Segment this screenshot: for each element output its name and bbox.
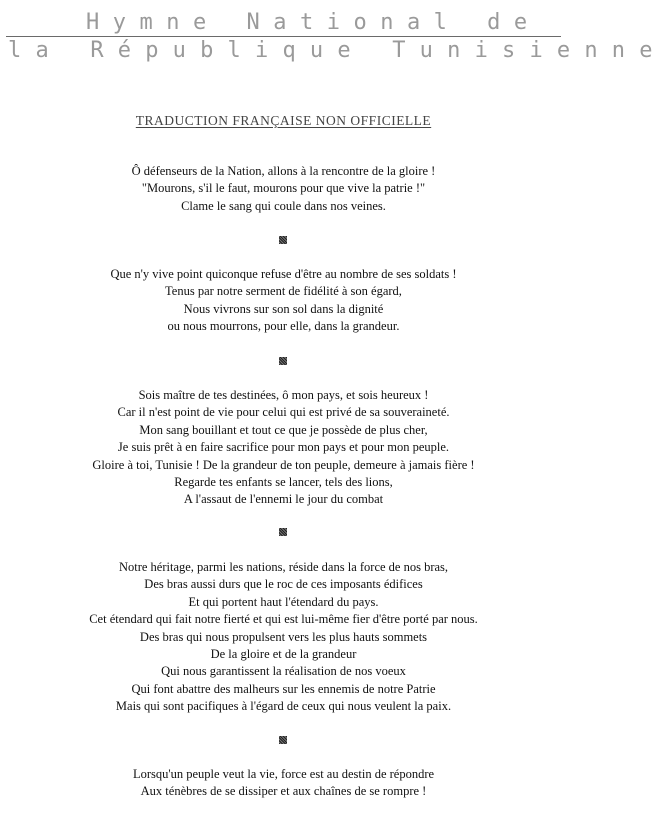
verse-line: Notre héritage, parmi les nations, réside dans la force de nos bras, <box>118 560 449 574</box>
verse-line: Car il n'est point de vie pour celui qui est privé de sa souveraineté. <box>117 405 450 420</box>
verse-line: Qui nous garantissent la réalisation de nos voeux <box>161 664 406 679</box>
verse-line: Qui font abattre des malheurs sur les ennemis de notre Patrie <box>131 681 436 696</box>
stanza-4 <box>0 559 567 716</box>
stanza-separator <box>279 736 287 744</box>
header-rule <box>6 36 561 37</box>
subtitle: TRADUCTION FRANÇAISE NON OFFICIELLE <box>135 113 432 128</box>
stanza-separator <box>279 528 287 536</box>
title-line-1: Hymne National de <box>86 10 541 35</box>
verse-line: Mais qui sont pacifiques à l'égard de ceux qui nous veulent la paix. <box>115 699 452 714</box>
verse-line: Aux ténèbres de se dissiper et aux chaînes de se rompre ! <box>140 784 427 799</box>
verse-line: Et qui portent haut l'étendard du pays. <box>188 594 379 609</box>
verse-line: Lorsqu'un peuple veut la vie, force est au destin de répondre <box>132 767 435 781</box>
verse-line: Sois maître de tes destinées, ô mon pays, et sois heureux ! <box>138 388 429 402</box>
verse-line: Je suis prêt à en faire sacrifice pour mon pays et pour mon peuple. <box>117 440 450 455</box>
verse-line: Gloire à toi, Tunisie ! De la grandeur de ton peuple, demeure à jamais fière ! <box>92 457 475 472</box>
stanza-2 <box>0 266 567 336</box>
stanza-3 <box>0 387 567 509</box>
verse-line: ou nous mourrons, pour elle, dans la grandeur. <box>167 319 400 334</box>
stanza-separator <box>279 236 287 244</box>
stanza-5 <box>0 766 567 801</box>
title-line-2: la République Tunisienne <box>8 38 667 63</box>
stanza-1 <box>0 163 567 215</box>
verse-line: A l'assaut de l'ennemi le jour du combat <box>183 492 384 507</box>
stanza-separator <box>279 357 287 365</box>
verse-line: Ô défenseurs de la Nation, allons à la rencontre de la gloire ! <box>131 164 436 178</box>
verse-line: Tenus par notre serment de fidélité à son égard, <box>165 284 402 299</box>
verse-line: "Mourons, s'il le faut, mourons pour que vive la patrie !" <box>141 181 426 196</box>
verse-line: Mon sang bouillant et tout ce que je possède de plus cher, <box>139 422 428 437</box>
verse-line: De la gloire et de la grandeur <box>210 647 357 662</box>
verse-line: Cet étendard qui fait notre fierté et qui est lui-même fier d'être porté par nous. <box>89 612 478 627</box>
verse-line: Clame le sang qui coule dans nos veines. <box>181 198 386 213</box>
verse-line: Regarde tes enfants se lancer, tels des lions, <box>174 475 393 490</box>
verse-line: Des bras qui nous propulsent vers les plus hauts sommets <box>139 629 428 644</box>
verse-line: Nous vivrons sur son sol dans la dignité <box>183 301 384 316</box>
verse-line: Des bras aussi durs que le roc de ces imposants édifices <box>144 577 423 592</box>
document-header <box>0 0 667 90</box>
verse-line: Que n'y vive point quiconque refuse d'être au nombre de ses soldats ! <box>110 267 457 281</box>
